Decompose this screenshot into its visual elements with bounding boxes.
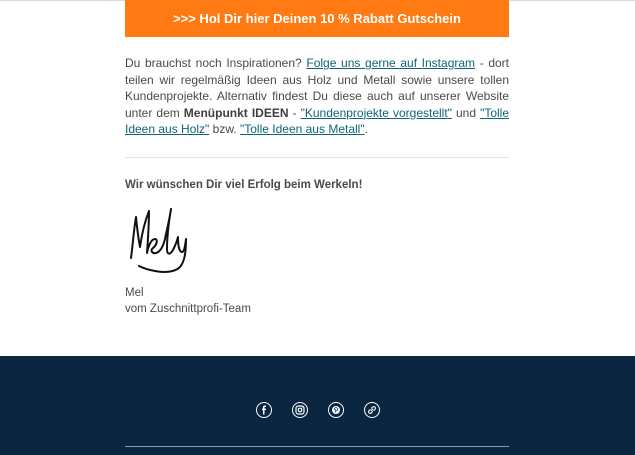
signer-name: Mel <box>125 286 144 299</box>
instagram-icon[interactable] <box>292 402 308 418</box>
email-content <box>125 0 509 318</box>
footer <box>0 356 635 455</box>
instagram-link[interactable]: Folge uns gerne auf Instagram <box>306 56 476 70</box>
closing-text: Wir wünschen Dir viel Erfolg beim Werkeln! <box>125 178 363 191</box>
footer-divider <box>125 446 509 447</box>
website-link-icon[interactable] <box>364 402 380 418</box>
customer-projects-link[interactable]: "Kundenprojekte vorgestellt" <box>300 105 452 120</box>
pinterest-icon[interactable] <box>328 402 344 418</box>
handwritten-signature <box>125 203 195 273</box>
metal-ideas-link[interactable]: "Tolle Ideen aus Metall" <box>240 122 365 137</box>
social-icons <box>0 402 635 418</box>
facebook-icon[interactable] <box>256 402 272 418</box>
signer-block <box>125 285 509 318</box>
discount-voucher-button[interactable]: >>> Hol Dir hier Deinen 10 % Rabatt Gutschein <box>125 0 509 37</box>
divider <box>125 157 509 158</box>
inspiration-paragraph: Du brauchst noch Inspirationen? Folge uns gerne auf Instagram - dort teilen wir regelmäßig Ideen aus Holz und Metall sowie unsere tollen Kundenprojekte. Alternativ findest Du diese auch auf unserer Website unter dem Menüpunkt IDEEN - "Kundenprojekte vorgestellt" und "Tolle Ideen aus Holz" bzw. "Tolle Ideen aus Metall". <box>125 56 510 137</box>
wood-ideas-link[interactable]: "Tolle Ideen aus Holz" <box>125 105 510 137</box>
signer-team: vom Zuschnittprofi-Team <box>125 303 251 316</box>
